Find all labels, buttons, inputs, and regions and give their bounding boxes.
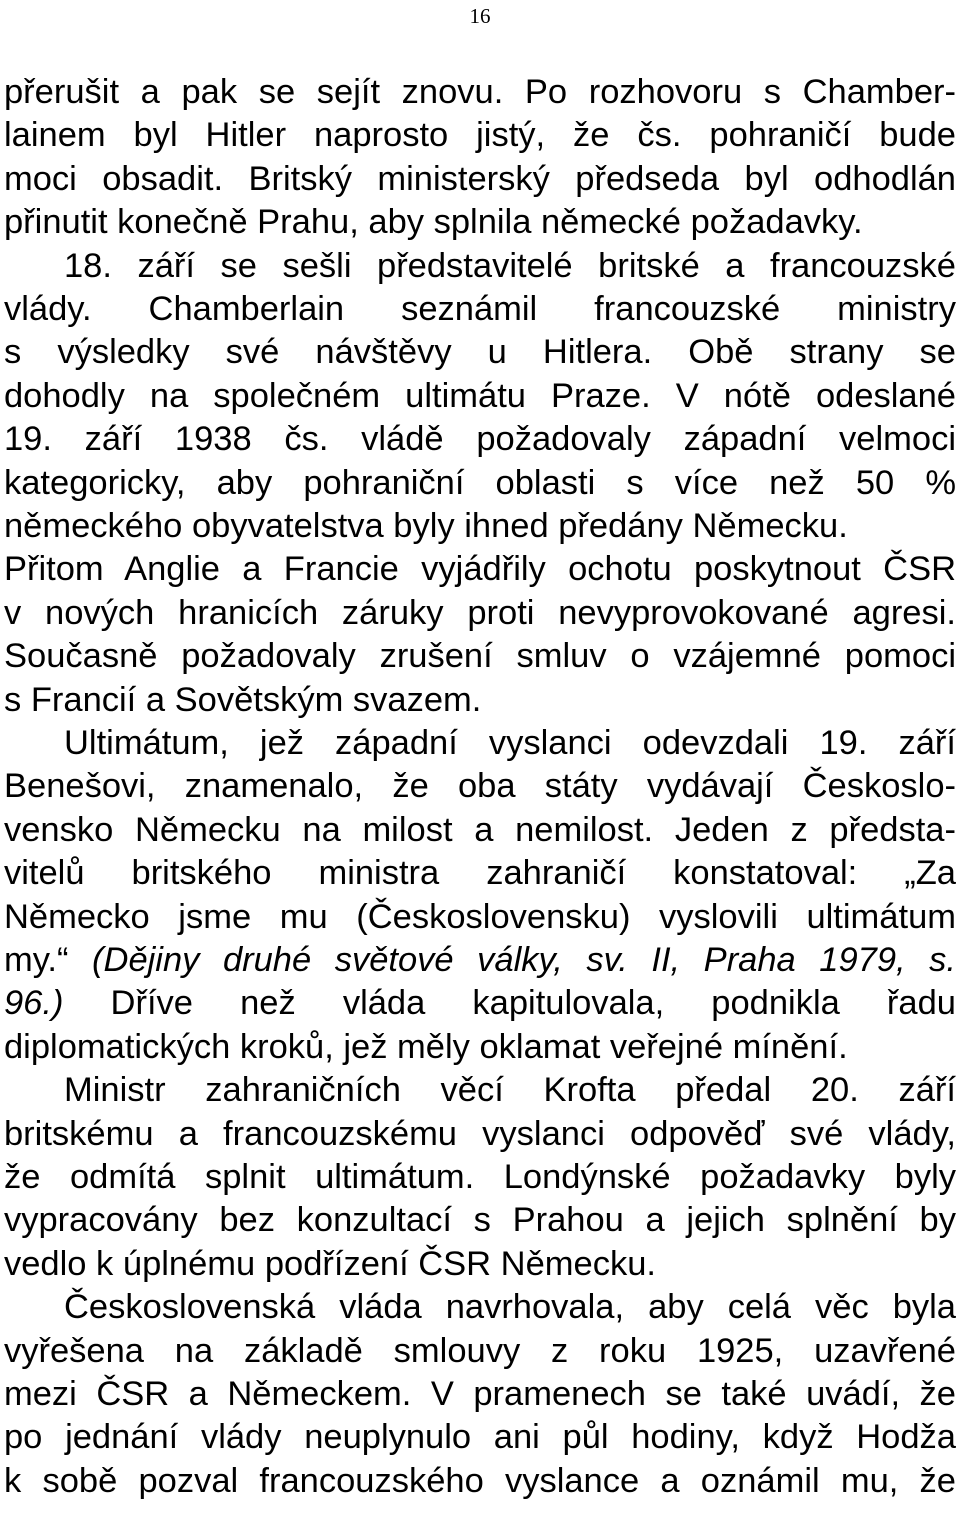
line-text: dohodly na společném ultimátu Praze. V nótě odeslané: [4, 376, 956, 415]
line-text: s výsledky své návštěvy u Hitlera. Obě strany se: [4, 333, 956, 372]
line-text: Benešovi, znamenalo, že oba státy vydávají Českoslo-: [4, 767, 956, 806]
text-line: [4, 417, 956, 461]
text-line: [4, 547, 956, 591]
text-line: [4, 461, 956, 505]
line-text: mezi ČSR a Německem. V pramenech se také uvádí, že: [4, 1375, 956, 1413]
text-line: [4, 200, 956, 244]
line-text: Přitom Anglie a Francie vyjádřily ochotu poskytnout ČSR: [4, 550, 956, 589]
text-line: [4, 981, 956, 1025]
line-text: 18. září se sešli představitelé britské a francouzské: [64, 246, 956, 285]
line-text: vypracovány bez konzultací s Prahou a jejich splnění by: [4, 1201, 956, 1240]
text-line: [4, 157, 956, 201]
line-text: moci obsadit. Britský ministerský předseda byl odhodlán: [4, 159, 956, 198]
line-text: v nových hranicích záruky proti nevyprovokované agresi.: [4, 593, 956, 632]
text-line: [4, 1242, 956, 1286]
text-line: [4, 1459, 956, 1503]
text-line: [4, 504, 956, 548]
line-text: přinutit konečně Prahu, aby splnila německé požadavky.: [4, 203, 863, 242]
line-text: Ministr zahraničních věcí Krofta předal 20. září: [64, 1071, 956, 1110]
text-line: [64, 721, 956, 765]
line-text: Československá vláda navrhovala, aby celá věc byla: [64, 1288, 956, 1327]
text-line: [4, 1329, 956, 1373]
line-text: vensko Německu na milost a nemilost. Jeden z předsta-: [4, 810, 956, 849]
text-line: [4, 1112, 956, 1156]
line-text: kategoricky, aby pohraniční oblasti s více než 50 %: [4, 463, 956, 502]
line-text-after: Dříve než vláda kapitulovala, podnikla řadu: [63, 984, 956, 1023]
line-text: německého obyvatelstva byly ihned předány Německu.: [4, 507, 848, 545]
text-line: [64, 244, 956, 288]
line-text: s Francií a Sovětským svazem.: [4, 680, 482, 719]
text-line: [4, 1198, 956, 1242]
text-line: [64, 1285, 956, 1329]
text-line: [4, 1025, 956, 1069]
line-text: k sobě pozval francouzského vyslance a oznámil mu, že: [4, 1461, 956, 1500]
text-line: [4, 808, 956, 852]
text-line: [4, 634, 956, 678]
text-line: [4, 591, 956, 635]
text-line: [4, 764, 956, 808]
line-text: přerušit a pak se sejít znovu. Po rozhovoru s Chamber-: [4, 73, 956, 111]
line-text: vitelů britského ministra zahraničí konstatoval: „Za: [4, 854, 956, 893]
text-line: [4, 1155, 956, 1199]
text-line: [4, 287, 956, 331]
text-line: [4, 113, 956, 157]
text-line: [4, 895, 956, 939]
text-line: [4, 1415, 956, 1459]
line-text: Současně požadovaly zrušení smluv o vzájemné pomoci: [4, 637, 956, 676]
line-text: Ultimátum, jež západní vyslanci odevzdali 19. září: [64, 724, 956, 762]
citation-text: (Dějiny druhé světové války, sv. II, Praha 1979, s.: [92, 941, 956, 979]
line-text: že odmítá splnit ultimátum. Londýnské požadavky byly: [4, 1158, 956, 1196]
line-text: Německo jsme mu (Československu) vyslovili ultimátum: [4, 897, 956, 936]
line-text: 19. září 1938 čs. vládě požadovaly západní velmoci: [4, 420, 956, 459]
line-text: vyřešena na základě smlouvy z roku 1925, uzavřené: [4, 1331, 956, 1370]
text-line: [4, 938, 956, 982]
line-text: vedlo k úplnému podřízení ČSR Německu.: [4, 1244, 656, 1283]
text-line: [4, 851, 956, 895]
line-text: my.“: [4, 941, 93, 979]
line-text: po jednání vlády neuplynulo ani půl hodiny, když Hodža: [4, 1418, 956, 1457]
text-line: [64, 1068, 956, 1112]
line-text: britskému a francouzskému vyslanci odpověď své vlády,: [4, 1114, 956, 1153]
citation-text: 96.): [4, 984, 64, 1023]
page-number: 16: [469, 4, 491, 28]
text-line: [4, 1372, 956, 1416]
text-line: [4, 678, 956, 722]
text-line: [4, 70, 956, 114]
text-line: [4, 330, 956, 374]
line-text: vlády. Chamberlain seznámil francouzské ministry: [4, 290, 956, 328]
line-text: lainem byl Hitler naprosto jistý, že čs. pohraničí bude: [4, 116, 956, 155]
line-text: diplomatických kroků, jež měly oklamat veřejné mínění.: [4, 1027, 848, 1066]
text-line: [4, 374, 956, 418]
